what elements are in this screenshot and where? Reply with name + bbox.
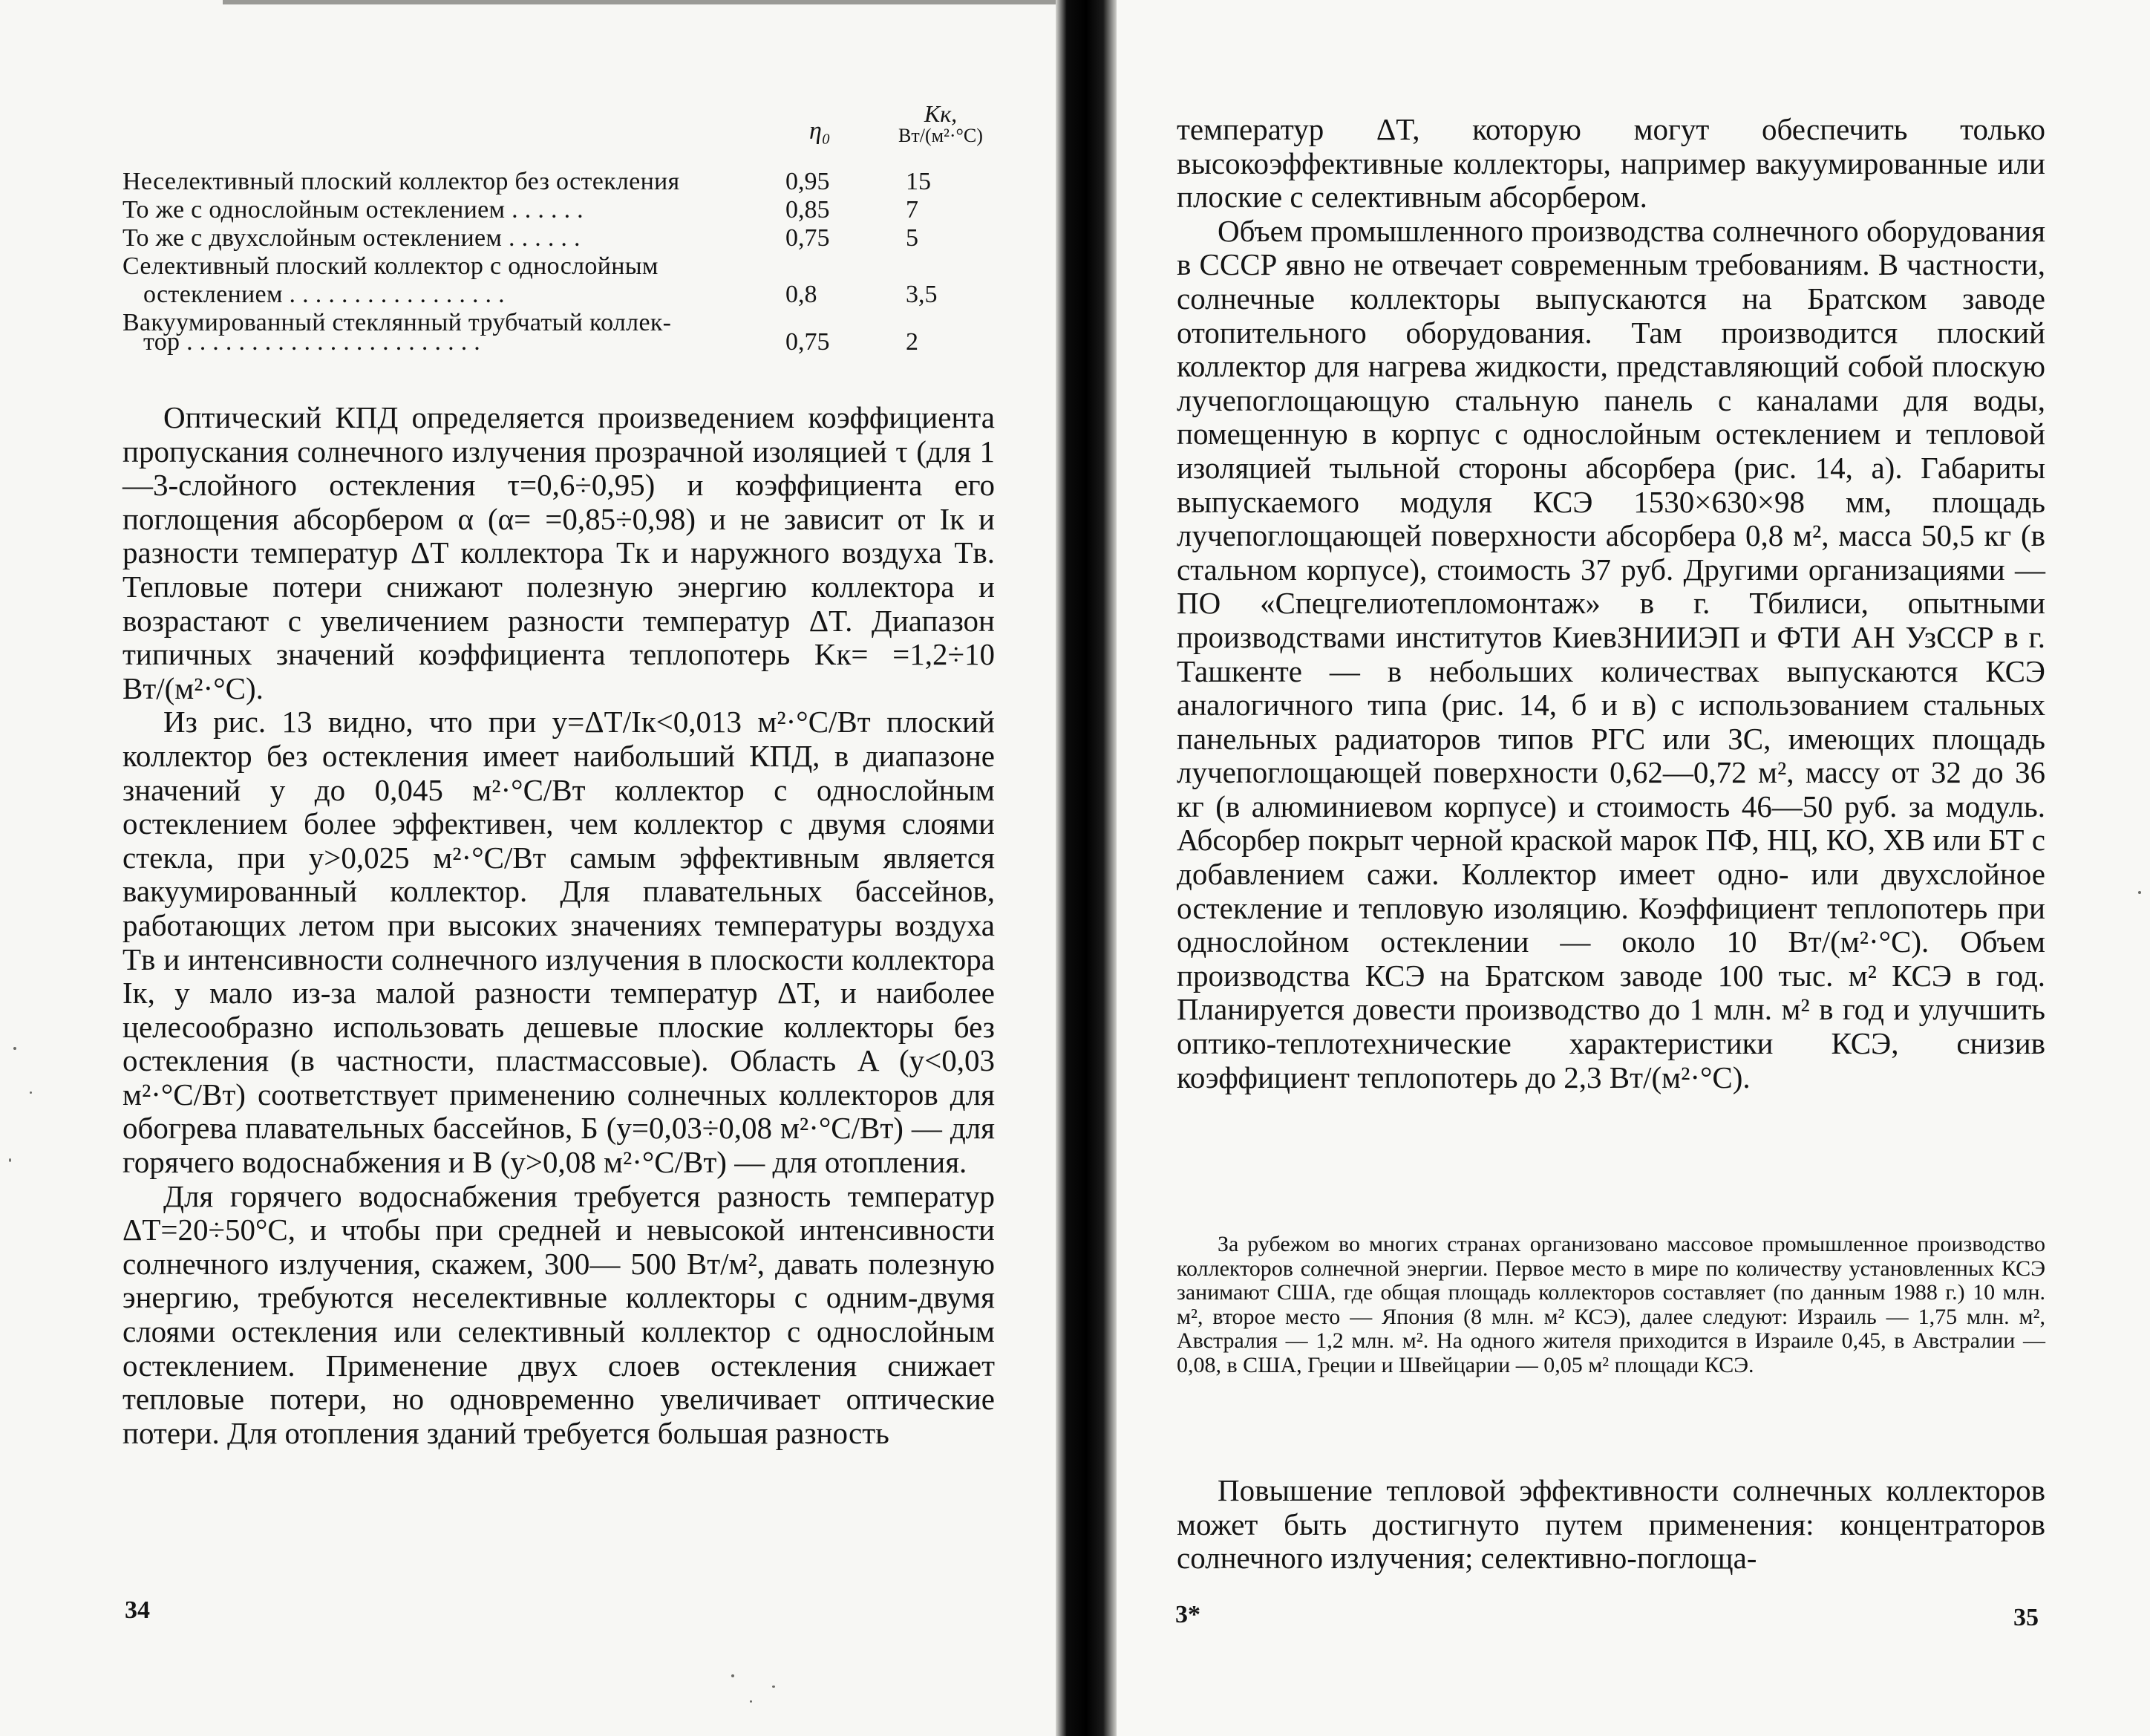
table-cell-k: 7 xyxy=(906,196,918,223)
table-cell-eta: 0,8 xyxy=(785,281,817,308)
table-row xyxy=(122,328,999,356)
right-page-continued xyxy=(1177,1474,2045,1576)
table-cell-eta: 0,85 xyxy=(785,196,830,223)
right-page-body xyxy=(1177,113,2045,1094)
table-cell-eta: 0,75 xyxy=(785,328,830,356)
table-cell-name: Селективный плоский коллектор с однослойным xyxy=(122,252,659,280)
footnote-paragraph: За рубежом во многих странах организовано массовое промышленное производство коллекторов солнечной энергии. Первое место в мире по количеству установленных КСЭ занимают США, где общая площадь коллекторов составляет (по данным 1988 г.) 10 млн. м², второе место — Япония (8 млн. м² КСЭ), далее следуют: Израиль — 1,75 млн. м², Австралия — 1,2 млн. м². На одного жителя приходится в Израиле 0,45, в Австралии — 0,08, в США, Греции и Швейцарии — 0,05 м² площади КСЭ. xyxy=(1177,1232,2045,1377)
table-cell-eta: 0,75 xyxy=(785,224,830,252)
table-row xyxy=(122,281,999,309)
table-cell-k: 15 xyxy=(906,168,931,195)
paragraph: Объем промышленного производства солнечного оборудования в СССР явно не отвечает современным требованиям. В частности, солнечные коллекторы выпускаются на Братском заводе отопительного оборудования. Там производится плоский коллектор для нагрева жидкости, представляющий собой плоскую лучепоглощающую стальную панель с каналами для воды, помещенную в корпус с однослойным остеклением и тепловой изоляцией тыльной стороны абсорбера (рис. 14, а). Габариты выпускаемого модуля КСЭ 1530×630×98 мм, площадь лучепоглощающей поверхности абсорбера 0,8 м², масса 50,5 кг (в стальном корпусе), стоимость 37 руб. Другими организациями — ПО «Спецгелиотепломонтаж» в г. Тбилиси, опытными производствами институтов КиевЗНИИЭП и ФТИ АН УзССР в г. Ташкенте — в небольших количествах выпускаются КСЭ аналогичного типа (рис. 14, б и в) с использованием стальных панельных радиаторов типов РГС или ЗС, имеющих площадь лучепоглощающей поверхности 0,62—0,72 м², массу от 32 до 36 кг (в алюминиевом корпусе) и стоимость 46—50 руб. за модуль. Абсорбер покрыт черной краской марок ПФ, НЦ, КО, ХВ или БТ с добавлением сажи. Коллектор имеет одно- или двухслойное остекление и тепловую изоляцию. Коэффициент теплопотерь при однослойном остеклении — около 10 Вт/(м²·°С). Объем производства КСЭ на Братском заводе 100 тыс. м² КСЭ в год. Планируется довести производство до 1 млн. м² в год и улучшить оптико-теплотехнические характеристики КСЭ, снизив коэффициент теплопотерь до 2,3 Вт/(м²·°С). xyxy=(1177,213,2045,1094)
paragraph: Оптический КПД определяется произведением коэффициента пропускания солнечного излучения прозрачной изоляцией τ (для 1—3-слойного остекления τ=0,6÷0,95) и коэффициента его поглощения абсорбером α (α= =0,85÷0,98) и не зависит от Iк и разности температур ΔT коллектора Tк и наружного воздуха Tв. Тепловые потери снижают полезную энергию коллектора и возрастают с увеличением разности температур ΔT. Диапазон типичных значений коэффициента теплопотерь Kк= =1,2÷10 Вт/(м²·°С). xyxy=(122,400,995,705)
table-header-k xyxy=(866,102,1015,147)
book-gutter xyxy=(1056,0,1117,1736)
scan-speck xyxy=(9,1158,11,1162)
table-cell-k: 3,5 xyxy=(906,281,938,308)
table-cell-name: остеклением . . . . . . . . . . . . . . . . . xyxy=(143,281,505,308)
paragraph: температур ΔT, которую могут обеспечить только высокоэффективные коллекторы, например вакуумированные или плоские с селективным абсорбером. xyxy=(1177,112,2045,215)
scan-speck xyxy=(13,1047,16,1050)
table-cell-name: тор . . . . . . . . . . . . . . . . . . . . . . . xyxy=(143,328,481,356)
table-cell-k: 5 xyxy=(906,224,918,252)
page-number-left: 34 xyxy=(125,1596,150,1624)
table-cell-name: Вакуумированный стеклянный трубчатый коллек- xyxy=(122,309,672,336)
page-number-right: 35 xyxy=(2013,1604,2039,1631)
scan-speck xyxy=(731,1674,734,1677)
table-cell-eta: 0,95 xyxy=(785,168,830,195)
page-edge-shadow xyxy=(223,0,1062,4)
table-row xyxy=(122,168,999,196)
table-cell-name: То же с двухслойным остеклением . . . . . . xyxy=(122,224,581,252)
table-cell-name: То же с однослойным остеклением . . . . . . xyxy=(122,196,584,223)
footnote-block xyxy=(1177,1233,2045,1377)
table-row xyxy=(122,224,999,252)
table-header-eta: η₀ xyxy=(809,117,831,145)
table-header-k-symbol: Kк, xyxy=(924,100,958,127)
signature-mark: 3* xyxy=(1175,1601,1200,1628)
table-cell-k: 2 xyxy=(906,328,918,356)
paragraph: Для горячего водоснабжения требуется разность температур ΔT=20÷50°С, и чтобы при средней и невысокой интенсивности солнечного излучения, скажем, 300— 500 Вт/м², давать полезную энергию, требуются неселективные коллекторы с одним-двумя слоями остекления или селективный коллектор с однослойным остеклением. Применение двух слоев остекления снижает тепловые потери, но одновременно увеличивает оптические потери. Для отопления зданий требуется большая разность xyxy=(122,1178,995,1450)
table-cell-name: Неселективный плоский коллектор без остекления xyxy=(122,168,680,195)
scan-speck xyxy=(2138,891,2141,894)
scan-speck xyxy=(750,1700,752,1703)
paragraph: Из рис. 13 видно, что при y=ΔT/Iк<0,013 м²·°С/Вт плоский коллектор без остекления имеет наибольший КПД, в диапазоне значений y до 0,045 м²·°С/Вт коллектор с однослойным остеклением более эффективен, чем коллектор с двумя слоями стекла, при y>0,025 м²·°С/Вт самым эффективным является вакуумированный коллектор. Для плавательных бассейнов, работающих летом при высоких значениях температуры воздуха Tв и интенсивности солнечного излучения в плоскости коллектора Iк, y мало из-за малой разности температур ΔT, и наиболее целесообразно использовать дешевые плоские коллекторы без остекления (в частности, пластмассовые). Область A (y<0,03 м²·°С/Вт) соответствует применению солнечных коллекторов для обогрева плавательных бассейнов, Б (y=0,03÷0,08 м²·°С/Вт) — для горячего водоснабжения и В (y>0,08 м²·°С/Вт) — для отопления. xyxy=(122,705,995,1180)
scan-speck xyxy=(772,1686,775,1688)
paragraph: Повышение тепловой эффективности солнечных коллекторов может быть достигнуто путем применения: концентраторов солнечного излучения; селективно-поглоща- xyxy=(1177,1473,2045,1576)
table-row xyxy=(122,252,999,281)
left-page-body xyxy=(122,401,995,1450)
table-row xyxy=(122,196,999,224)
scan-speck xyxy=(30,1091,32,1094)
table-header-k-unit: Вт/(м²·°С) xyxy=(898,125,983,146)
